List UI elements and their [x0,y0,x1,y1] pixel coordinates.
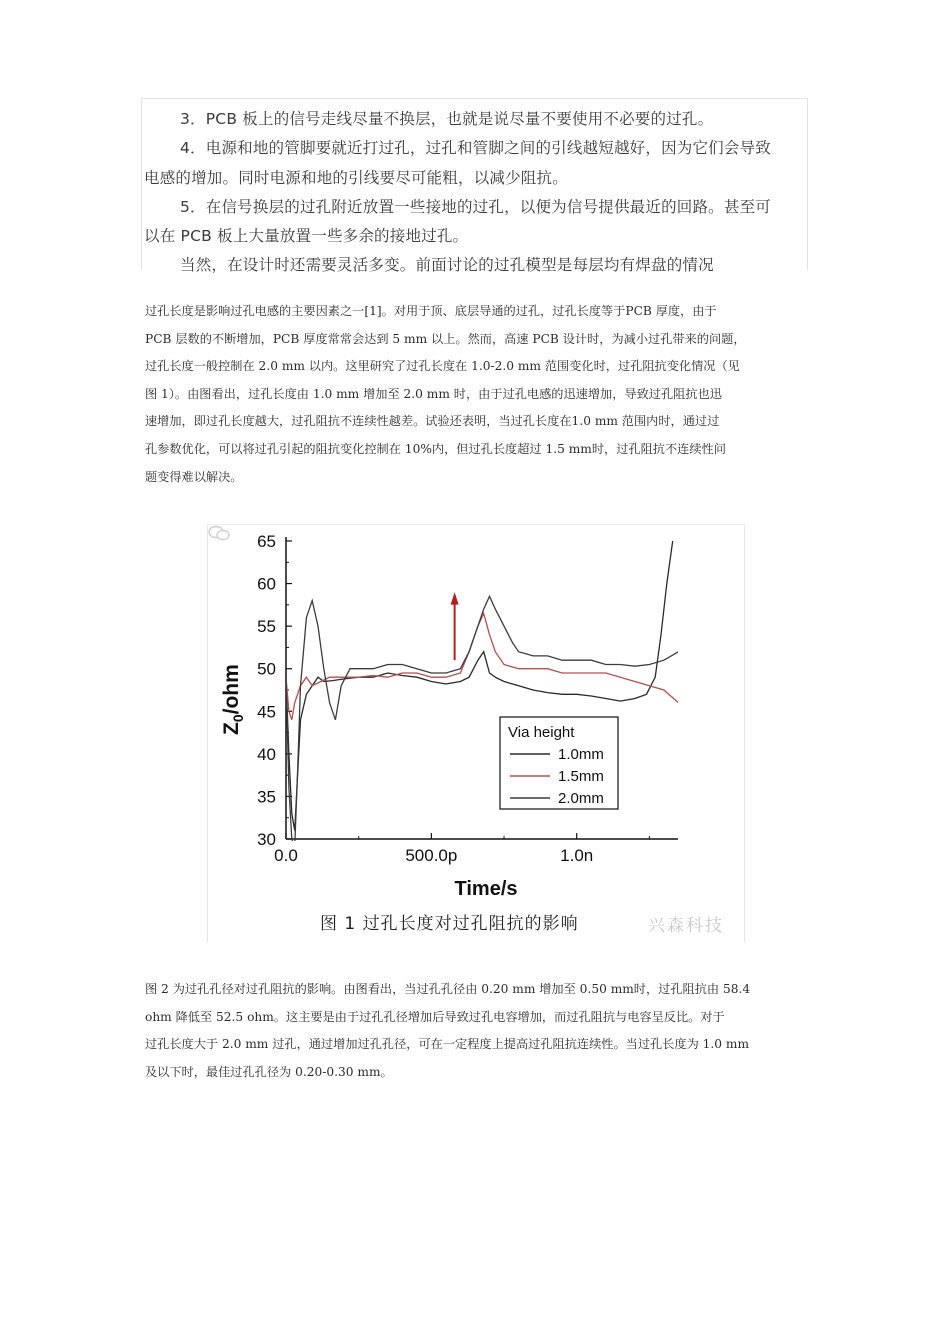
figure-caption: 图 1 过孔长度对过孔阻抗的影响 [320,914,579,934]
y-tick-label: 50 [257,659,276,679]
x-tick-label: 500.0p [405,846,458,865]
legend-label: 1.5mm [558,768,604,785]
y-tick-label: 35 [257,787,276,807]
quoted-excerpt [141,98,808,274]
y-tick-label: 30 [257,830,276,849]
x-axis-label: Time/s [454,878,518,900]
legend-title: Via height [508,724,575,741]
excerpt-line: 4．电源和地的管脚要就近打过孔，过孔和管脚之间的引线越短越好，因为它们会导致 [180,139,771,157]
y-tick-label: 55 [257,617,276,637]
paragraph-via-length [145,298,810,491]
paragraph-line: 过孔长度一般控制在 2.0 mm 以内。这里研究了过孔长度在 1.0-2.0 mm 范围变化时，过孔阻抗变化情况（见 [145,359,740,374]
paragraph-line: ohm 降低至 52.5 ohm。这主要是由于过孔孔径增加后导致过孔电容增加，而过孔阻抗与电容呈反比。对于 [145,1009,725,1024]
y-tick-label: 65 [257,532,276,551]
figure-1 [207,524,745,942]
y-tick-label: 60 [257,574,276,594]
x-tick-label: 1.0n [560,846,594,865]
paragraph-line: 过孔长度大于 2.0 mm 过孔，通过增加过孔孔径，可在一定程度上提高过孔阻抗连续性。当过孔长度为 1.0 mm [145,1037,750,1052]
excerpt-line: 以在 PCB 板上大量放置一些多余的接地过孔。 [144,227,469,245]
impedance-chart [208,525,746,905]
paragraph-line: 速增加，即过孔长度越大，过孔阻抗不连续性越差。试验还表明，当过孔长度在1.0 mm 范围内时，通过过 [145,414,720,429]
x-tick-label: 0.0 [274,846,298,865]
paragraph-line: PCB 层数的不断增加，PCB 厚度常常会达到 5 mm 以上。然而，高速 PCB 设计时，为减小过孔带来的问题， [145,331,746,346]
paragraph-line: 题变得难以解决。 [145,469,243,484]
paragraph-line: 图 1）。由图看出，过孔长度由 1.0 mm 增加至 2.0 mm 时，由于过孔电感的迅速增加，导致过孔阻抗也迅 [145,386,722,401]
watermark-text: 兴森科技 [648,916,724,936]
legend-label: 2.0mm [558,790,604,807]
excerpt-line: 3．PCB 板上的信号走线尽量不换层，也就是说尽量不要使用不必要的过孔。 [180,110,714,128]
legend-label: 1.0mm [558,746,604,763]
excerpt-line: 当然，在设计时还需要灵活多变。前面讨论的过孔模型是每层均有焊盘的情况 [180,256,714,274]
paragraph-line: 及以下时，最佳过孔孔径为 0.20-0.30 mm。 [145,1064,393,1079]
excerpt-line: 5．在信号换层的过孔附近放置一些接地的过孔，以便为信号提供最近的回路。甚至可 [180,198,771,216]
series-line-2.0mm [286,541,702,848]
paragraph-line: 过孔长度是影响过孔电感的主要因素之一[1]。对用于顶、底层导通的过孔，过孔长度等于PCB 厚度，由于 [145,304,717,318]
y-tick-label: 45 [257,702,276,722]
y-tick-label: 40 [257,744,276,764]
annotation-arrow-head [451,592,459,605]
paragraph-line: 孔参数优化，可以将过孔引起的阻抗变化控制在 10%内，但过孔长度超过 1.5 mm时，过孔阻抗不连续性问 [145,441,726,456]
y-axis-label: $Z_0$/ohm [220,664,246,735]
paragraph-line: 图 2 为过孔孔径对过孔阻抗的影响。由图看出，当过孔孔径由 0.20 mm 增加至 0.50 mm时，过孔阻抗由 58.4 [145,982,751,996]
series-line-1.5mm [286,541,702,720]
paragraph-via-diameter [145,976,810,1086]
wechat-icon [208,525,230,541]
excerpt-line: 电感的增加。同时电源和地的引线要尽可能粗，以减少阻抗。 [144,169,568,187]
